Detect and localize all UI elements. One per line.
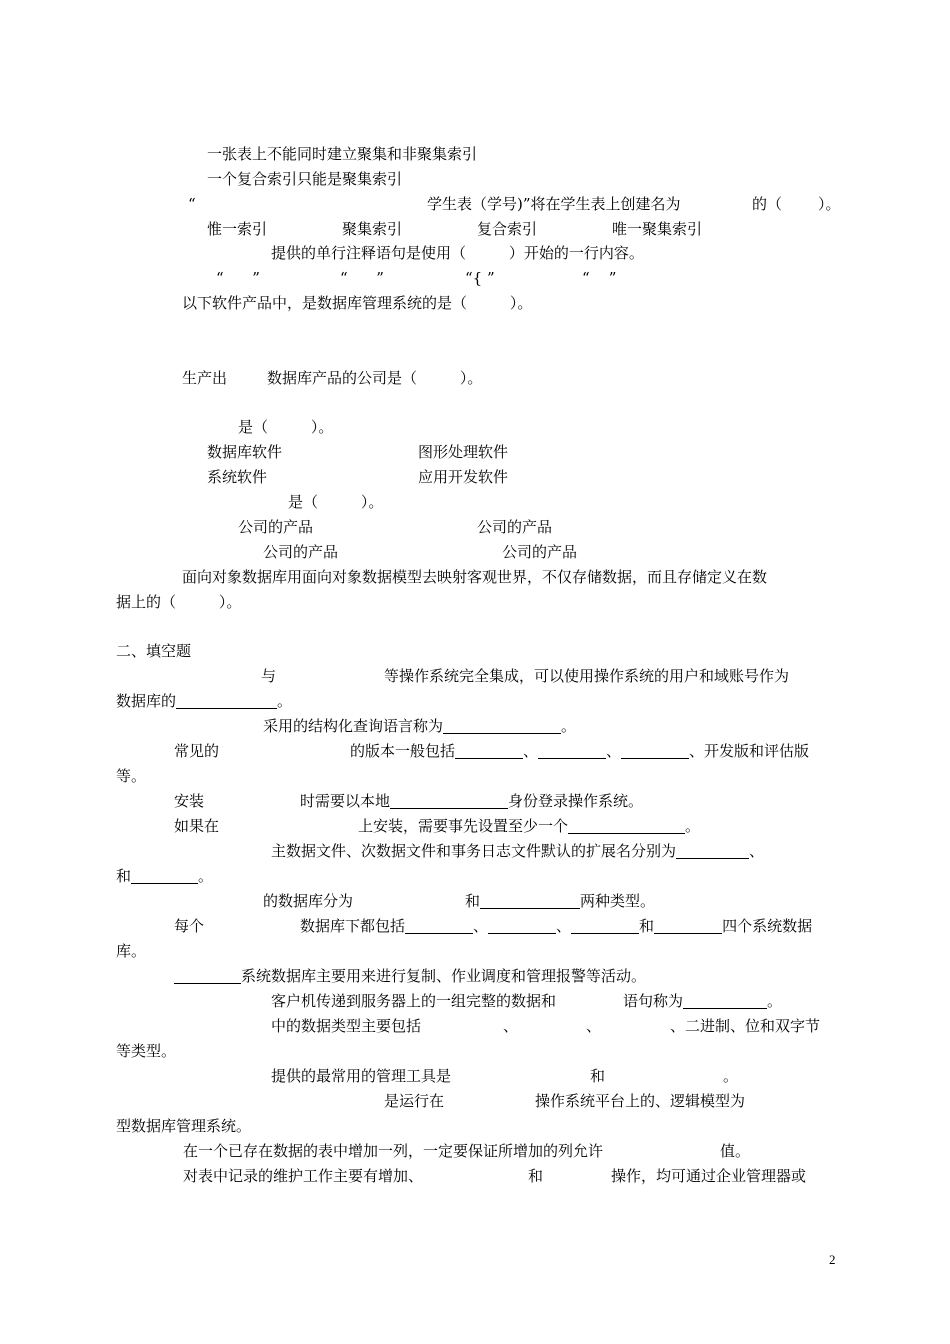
question-text: 以下软件产品中，是数据库管理系统的是（ ）。 <box>182 294 533 312</box>
question-text: 库。 <box>116 942 147 960</box>
question-line: 和 。 <box>116 867 214 885</box>
question-text: 值。 <box>720 1142 751 1160</box>
question-text: 和 <box>590 1067 606 1085</box>
question-text: 是（ ）。 <box>288 493 384 511</box>
option-b: “ ” <box>340 269 384 287</box>
question-text: 提供的最常用的管理工具是 <box>271 1067 452 1085</box>
question-text: 的（ <box>752 195 783 213</box>
question-text: 。 <box>723 1067 739 1085</box>
question-text: 、 <box>503 1017 519 1035</box>
question-line: 时需要以本地 身份登录操作系统。 <box>300 792 644 810</box>
question-text: 在一个已存在数据的表中增加一列，一定要保证所增加的列允许 <box>183 1142 604 1160</box>
answer-blank <box>676 843 749 859</box>
question-text: 与 <box>261 667 277 685</box>
answer-blank <box>480 893 580 909</box>
option-a: 惟一索引 <box>207 220 268 238</box>
question-text: 每个 <box>174 917 205 935</box>
option-c: 系统软件 <box>207 468 268 486</box>
option-d: 唯一聚集索引 <box>612 220 703 238</box>
option-c: 复合索引 <box>477 220 538 238</box>
question-text: 操作系统平台上的、逻辑模型为 <box>535 1092 746 1110</box>
question-text: 的数据库分为 <box>263 892 354 910</box>
question-text: ）。 <box>818 195 841 213</box>
question-text: 等类型。 <box>116 1042 177 1060</box>
question-line: 上安装，需要事先设置至少一个 。 <box>358 817 701 835</box>
answer-blank <box>654 918 722 934</box>
answer-blank <box>443 718 561 734</box>
question-text: 、 <box>586 1017 602 1035</box>
answer-blank <box>174 968 241 984</box>
question-text: 和 <box>528 1167 544 1185</box>
question-text: 中的数据类型主要包括 <box>271 1017 422 1035</box>
question-line: 主数据文件、次数据文件和事务日志文件默认的扩展名分别为 、 <box>271 842 765 860</box>
answer-blank <box>621 743 689 759</box>
question-line: 系统数据库主要用来进行复制、作业调度和管理报警等活动。 <box>174 966 646 986</box>
question-text: 安装 <box>174 792 205 810</box>
answer-blank <box>538 743 606 759</box>
answer-blank <box>131 868 198 884</box>
question-text: 操作，均可通过企业管理器或 <box>611 1167 807 1185</box>
question-text: 对表中记录的维护工作主要有增加、 <box>183 1167 424 1185</box>
option-d: 应用开发软件 <box>418 468 509 486</box>
option-b: 图形处理软件 <box>418 443 509 461</box>
page-number: 2 <box>829 1252 836 1267</box>
question-line: 语句称为 。 <box>623 992 783 1010</box>
quote-mark: “ <box>188 195 196 213</box>
question-text: 客户机传递到服务器上的一组完整的数据和 <box>271 992 557 1010</box>
question-text: 等。 <box>116 767 147 785</box>
answer-blank <box>455 743 523 759</box>
question-line: 的版本一般包括 、 、 、开发版和评估版 <box>350 742 810 760</box>
option-a: 公司的产品 <box>238 518 314 536</box>
answer-blank <box>571 918 639 934</box>
option-text: 一个复合索引只能是聚集索引 <box>207 170 403 188</box>
option-c: 公司的产品 <box>263 543 339 561</box>
option-d: 公司的产品 <box>502 543 578 561</box>
question-text: 提供的单行注释语句是使用（ ）开始的一行内容。 <box>271 244 644 262</box>
answer-blank <box>568 818 685 834</box>
option-b: 公司的产品 <box>477 518 553 536</box>
question-text: 、二进制、位和双字节 <box>670 1017 821 1035</box>
question-text: 数据库产品的公司是（ ）。 <box>267 369 483 387</box>
question-text: 面向对象数据库用面向对象数据模型去映射客观世界，不仅存储数据，而且存储定义在数 <box>182 568 768 586</box>
question-line: 采用的结构化查询语言称为 。 <box>263 717 577 735</box>
option-a: 数据库软件 <box>207 443 283 461</box>
question-text: 学生表（学号)”将在学生表上创建名为 <box>427 195 681 213</box>
option-c: “{ ” <box>465 269 495 287</box>
option-d: “ ” <box>582 269 617 287</box>
answer-blank <box>405 918 473 934</box>
answer-blank <box>390 793 508 809</box>
question-line: 和 两种类型。 <box>465 892 656 910</box>
option-a: “ ” <box>216 269 260 287</box>
question-line: 数据库下都包括 、 、 和 四个系统数据 <box>300 917 813 935</box>
answer-blank <box>683 993 767 1009</box>
question-text: 常见的 <box>174 742 220 760</box>
question-text: 等操作系统完全集成，可以使用操作系统的用户和域账号作为 <box>384 667 790 685</box>
question-text: 如果在 <box>174 817 220 835</box>
question-text: 据上的（ ）。 <box>116 593 242 611</box>
question-text: 型数据库管理系统。 <box>116 1117 252 1135</box>
section-heading: 二、填空题 <box>116 642 192 660</box>
question-text: 是（ ）。 <box>238 418 334 436</box>
question-line: 数据库的 。 <box>116 692 293 710</box>
question-text: 生产出 <box>182 369 228 387</box>
answer-blank <box>176 693 277 709</box>
question-text: 是运行在 <box>384 1092 445 1110</box>
option-text: 一张表上不能同时建立聚集和非聚集索引 <box>207 145 478 163</box>
option-b: 聚集索引 <box>342 220 403 238</box>
answer-blank <box>488 918 556 934</box>
